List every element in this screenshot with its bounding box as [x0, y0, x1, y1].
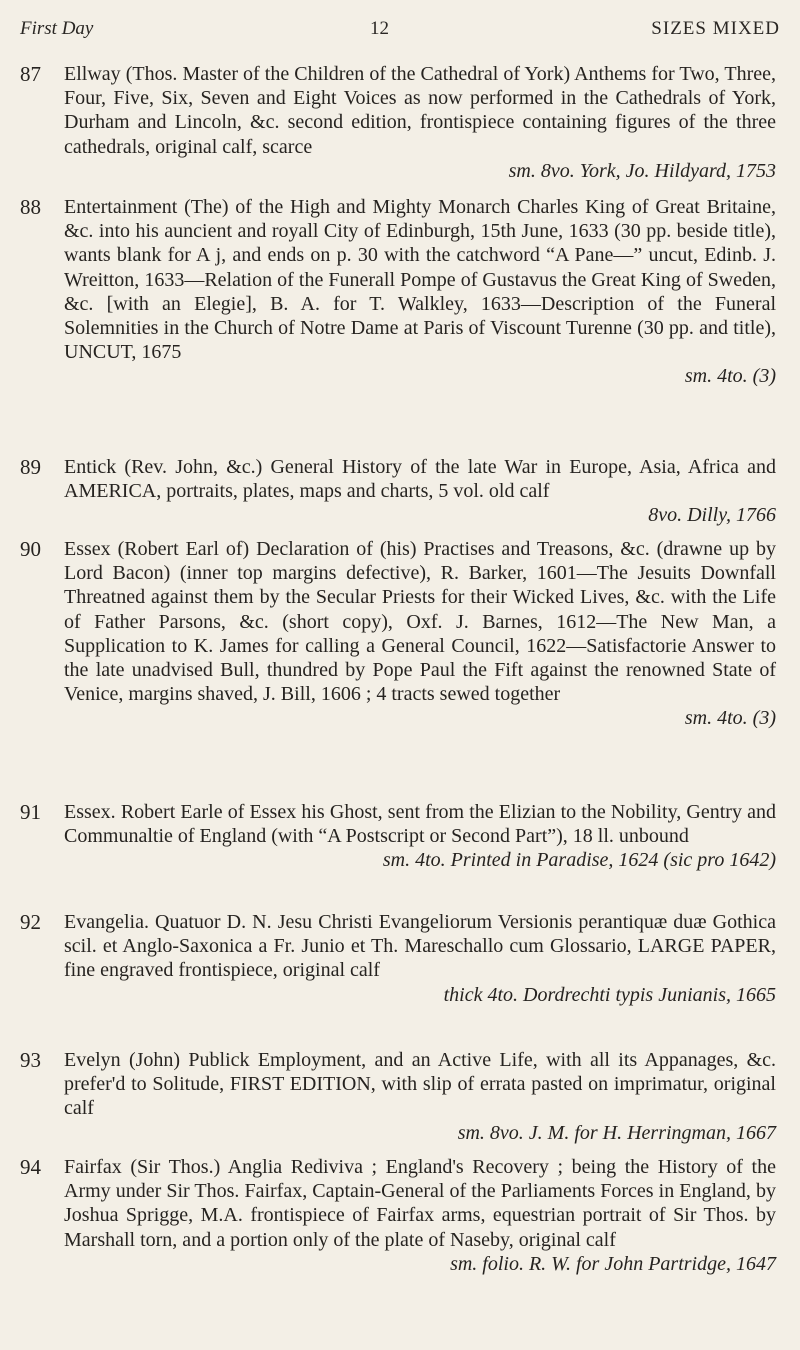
lot-imprint: sm. 4to. (3)	[684, 707, 776, 730]
lot-description	[64, 455, 776, 528]
lot-imprint: sm. 8vo. York, Jo. Hildyard, 1753	[508, 159, 776, 182]
lot-description	[64, 910, 776, 1007]
lot-text: Entick (Rev. John, &c.) General History of the late War in Europe, Asia, Africa and AMERICA, portraits, plates, maps and charts, 5 vol. old calf	[64, 456, 776, 503]
lot-number: 93	[20, 1048, 41, 1072]
lot-imprint: sm. 4to. Printed in Paradise, 1624 (sic pro 1642)	[382, 849, 776, 872]
lot-imprint: sm. 8vo. J. M. for H. Herringman, 1667	[457, 1121, 776, 1144]
lot-text: Essex. Robert Earle of Essex his Ghost, sent from the Elizian to the Nobility, Gentry and Communaltie of England (with “A Postscript or Second Part”), 18 ll. unbound	[64, 801, 776, 848]
lot-description	[64, 537, 776, 731]
lot-text: Fairfax (Sir Thos.) Anglia Rediviva ; England's Recovery ; being the History of the Army under Sir Thos. Fairfax, Captain-General of the Parliaments Forces in England, by Joshua Sprigge, M.A. frontispiece of Fairfax arms, equestrian portrait of Sir Thos. by Marshall torn, and a portion only of the plate of Naseby, original calf	[64, 1156, 776, 1251]
lot-number: 92	[20, 910, 41, 934]
header-day: First Day	[20, 18, 94, 39]
header-section: SIZES MIXED	[651, 18, 780, 39]
lot-number: 89	[20, 455, 41, 479]
lot-number: 88	[20, 195, 41, 219]
lot-text: Evangelia. Quatuor D. N. Jesu Christi Evangeliorum Versionis perantiquæ duæ Gothica scil. et Anglo-Saxonica a Fr. Junio et Th. Mareschallo cum Glossario, LARGE PAPER, fine engraved frontispiece, original calf	[64, 911, 776, 982]
lot-imprint: 8vo. Dilly, 1766	[648, 504, 776, 527]
lot-number: 94	[20, 1155, 41, 1179]
lot-imprint: thick 4to. Dordrechti typis Junianis, 1665	[443, 983, 776, 1006]
lot-text: Essex (Robert Earl of) Declaration of (his) Practises and Treasons, &c. (drawne up by Lord Bacon) (inner top margins defective), R. Barker, 1601—The Jesuits Downfall Threatned against them by the Secular Priests for their Wicked Lives, &c. with the Life of Father Parsons, &c. (short copy), Oxf. J. Barnes, 1612—The New Man, a Supplication to K. James for calling a General Council, 1622—Satisfactorie Answer to the late unadvised Bull, thundred by Pope Paul the Fift against the renowned State of Venice, margins shaved, J. Bill, 1606 ; 4 tracts sewed together	[64, 538, 776, 706]
lot-description	[64, 800, 776, 873]
lot-description	[64, 1155, 776, 1276]
lot-imprint: sm. folio. R. W. for John Partridge, 1647	[450, 1252, 776, 1275]
lot-description	[64, 1048, 776, 1145]
lot-text: Evelyn (John) Publick Employment, and an Active Life, with all its Appanages, &c. prefer'd to Solitude, FIRST EDITION, with slip of errata pasted on imprimatur, original calf	[64, 1049, 776, 1120]
page-header	[0, 18, 800, 48]
lot-number: 90	[20, 537, 41, 561]
lot-text: Entertainment (The) of the High and Mighty Monarch Charles King of Great Britaine, &c. into his auncient and royall City of Edinburgh, 15th June, 1633 (30 pp. beside title), wants blank for A j, and ends on p. 30 with the catchword “A Pane—” uncut, Edinb. J. Wreitton, 1633—Relation of the Funerall Pompe of Gustavus the Great King of Sweden, &c. [with an Elegie], B. A. for T. Walkley, 1633—Description of the Funeral Solemnities in the Church of Notre Dame at Paris of Viscount Turenne (30 pp. and title), UNCUT, 1675	[64, 196, 776, 364]
lot-text: Ellway (Thos. Master of the Children of the Cathedral of York) Anthems for Two, Three, Four, Five, Six, Seven and Eight Voices as now performed in the Cathedrals of York, Durham and Lincoln, &c. second edition, frontispiece containing figures of the three cathedrals, original calf, scarce	[64, 63, 776, 158]
lot-description	[64, 195, 776, 389]
lot-number: 91	[20, 800, 41, 824]
lot-number: 87	[20, 62, 41, 86]
lot-description	[64, 62, 776, 183]
lot-imprint: sm. 4to. (3)	[684, 365, 776, 388]
page-number: 12	[370, 18, 389, 39]
